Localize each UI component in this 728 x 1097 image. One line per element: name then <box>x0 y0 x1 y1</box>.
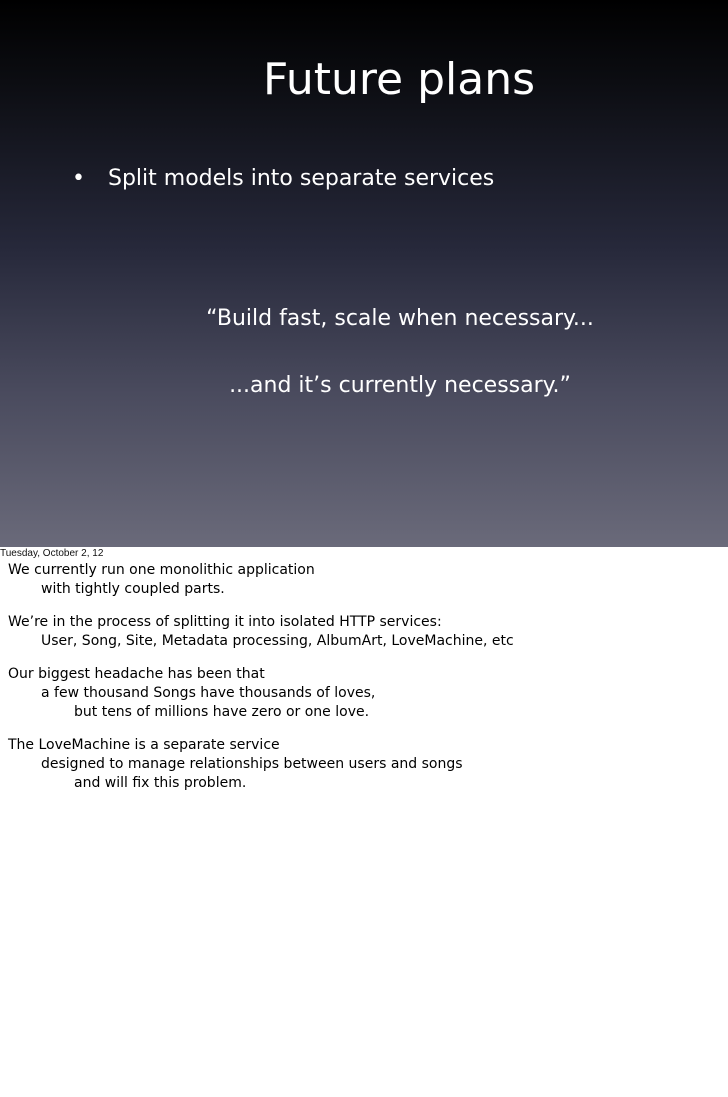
note-line: We’re in the process of splitting it into isolated HTTP services: <box>8 614 442 630</box>
note-paragraph <box>8 665 720 722</box>
note-line: Our biggest headache has been that <box>8 666 265 682</box>
note-line: User, Song, Site, Metadata processing, AlbumArt, LoveMachine, etc <box>41 633 514 649</box>
note-line: The LoveMachine is a separate service <box>8 737 280 753</box>
bullet-text: Split models into separate services <box>108 166 495 191</box>
slide-bullet <box>72 164 494 194</box>
note-line: but tens of millions have zero or one love. <box>74 704 370 720</box>
quote-line-2: ...and it’s currently necessary.” <box>229 373 571 398</box>
slide-date: Tuesday, October 2, 12 <box>0 548 104 559</box>
note-line: We currently run one monolithic application <box>8 562 315 578</box>
note-line: with tightly coupled parts. <box>41 581 225 597</box>
speaker-notes <box>8 561 720 807</box>
note-line: a few thousand Songs have thousands of loves, <box>41 685 376 701</box>
quote-line-1: “Build fast, scale when necessary... <box>206 306 594 331</box>
slide <box>0 0 728 547</box>
note-paragraph <box>8 736 720 793</box>
note-paragraph <box>8 561 720 599</box>
bullet-marker: • <box>72 166 85 191</box>
note-line: designed to manage relationships between users and songs <box>41 756 463 772</box>
note-line: and will fix this problem. <box>74 775 247 791</box>
note-paragraph <box>8 613 720 651</box>
slide-title: Future plans <box>262 54 536 105</box>
